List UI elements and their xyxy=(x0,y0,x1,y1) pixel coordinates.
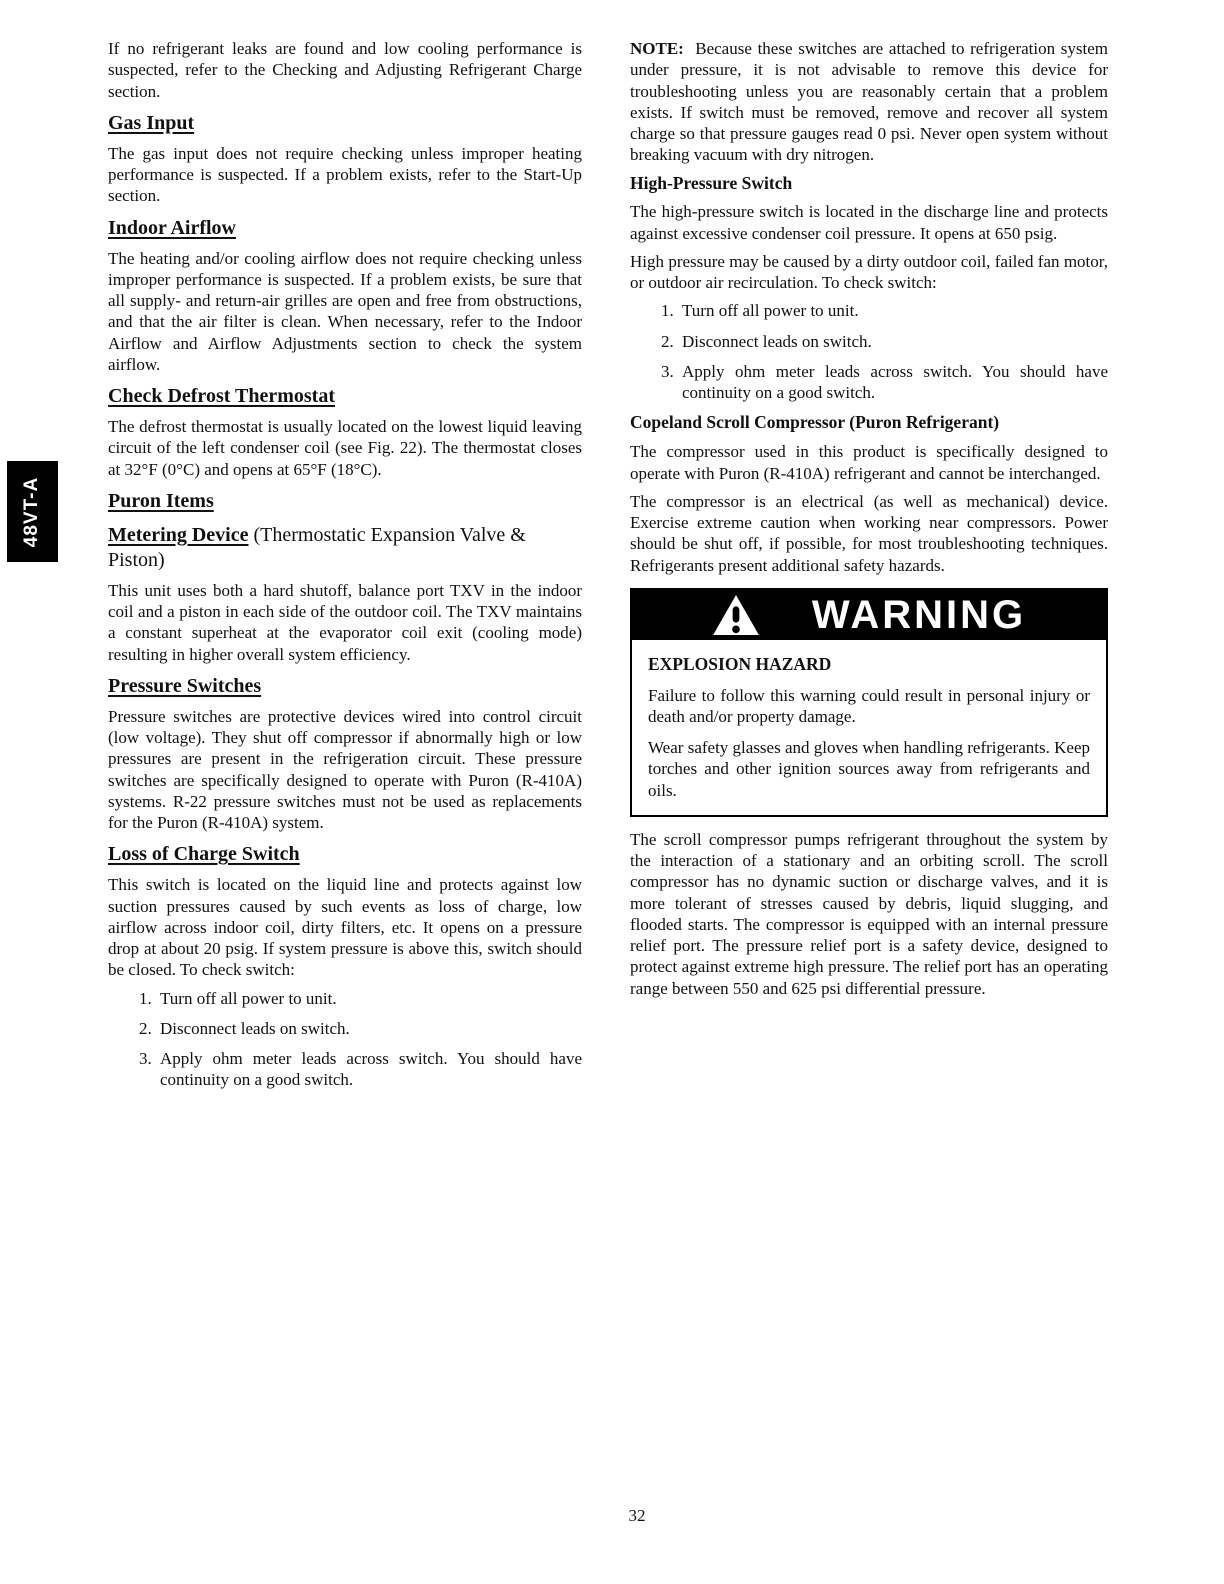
model-side-tab xyxy=(7,461,58,562)
high-pressure-paragraph-2: High pressure may be caused by a dirty outdoor coil, failed fan motor, or outdoor air recirculation. To check switch: xyxy=(630,251,1108,293)
copeland-heading: Copeland Scroll Compressor (Puron Refrigerant) xyxy=(630,412,1000,433)
metering-device-heading xyxy=(108,523,582,573)
note-label: NOTE: xyxy=(630,39,684,58)
high-pressure-steps xyxy=(630,300,1108,403)
loss-of-charge-heading: Loss of Charge Switch xyxy=(108,843,300,866)
list-item: 1. Turn off all power to unit. xyxy=(156,988,582,1009)
note-body: Because these switches are attached to refrigeration system under pressure, it is not advisable to remove this device for troubleshooting unless you are reasonably certain that a problem exists. If switch must be removed, remove and recover all system charge so that pressure gauges read 0 psi. Never open system without breaking vacuum with dry nitrogen. xyxy=(630,39,1109,165)
warning-header xyxy=(632,590,1106,640)
gas-input-paragraph: The gas input does not require checking unless improper heating performance is suspected. If a problem exists, refer to the Start-Up section. xyxy=(108,143,582,206)
right-column xyxy=(630,38,1108,1006)
gas-input-heading: Gas Input xyxy=(108,111,195,134)
note-paragraph xyxy=(630,38,1108,166)
metering-device-heading-rest: (Thermostatic Expansion Valve & Piston) xyxy=(108,523,526,571)
warning-label: WARNING xyxy=(811,592,1027,637)
copeland-paragraph-2: The compressor is an electrical (as well as mechanical) device. Exercise extreme caution when working near compressors. Power should be shut off, if possible, for most troubleshooting techniques. Refrigerants present additional safety hazards. xyxy=(630,491,1108,575)
puron-items-heading: Puron Items xyxy=(108,489,214,512)
loss-of-charge-steps xyxy=(108,988,582,1091)
indoor-airflow-paragraph: The heating and/or cooling airflow does not require checking unless improper performance is suspected. If a problem exists, be sure that all supply- and return-air grilles are open and free from obstructions, and that the air filter is clean. When necessary, refer to the Indoor Airflow and Airflow Adjustments section to check the system airflow. xyxy=(108,248,582,374)
check-defrost-paragraph: The defrost thermostat is usually located on the lowest liquid leaving circuit of the left condenser coil (see Fig. 22). The thermostat closes at 32°F (0°C) and opens at 65°F (18°C). xyxy=(108,417,582,479)
warning-triangle-icon xyxy=(712,594,760,636)
page-number: 32 xyxy=(628,1506,646,1525)
loss-of-charge-paragraph: This switch is located on the liquid line and protects against low suction pressures caused by such events as loss of charge, low airflow across indoor coil, dirty filters, etc. It opens on a pressure drop at about 20 psig. If system pressure is above this, switch should be closed. To check switch: xyxy=(108,875,582,980)
warning-box xyxy=(630,588,1108,817)
warning-body xyxy=(632,640,1106,815)
warning-paragraph-2: Wear safety glasses and gloves when handling refrigerants. Keep torches and other ignition sources away from refrigerants and oils. xyxy=(648,738,1090,800)
metering-device-paragraph: This unit uses both a hard shutoff, balance port TXV in the indoor coil and a piston in each side of the outdoor coil. The TXV maintains a constant superheat at the evaporator coil exit (cooling mode) resulting in higher overall system efficiency. xyxy=(108,580,582,664)
left-column xyxy=(108,38,582,1100)
warning-paragraph-1: Failure to follow this warning could result in personal injury or death and/or property damage. xyxy=(648,685,1090,726)
high-pressure-heading: High-Pressure Switch xyxy=(630,172,793,193)
list-item: 2. Disconnect leads on switch. xyxy=(156,1018,582,1039)
list-item: 3. Apply ohm meter leads across switch. You should have continuity on a good switch. xyxy=(678,361,1108,404)
indoor-airflow-heading: Indoor Airflow xyxy=(108,216,236,239)
intro-paragraph: If no refrigerant leaks are found and low cooling performance is suspected, refer to the Checking and Adjusting Refrigerant Charge section. xyxy=(108,39,582,101)
pressure-switches-paragraph: Pressure switches are protective devices wired into control circuit (low voltage). They shut off compressor if abnormally high or low pressures are present in the refrigeration circuit. These pressure switches are specifically designed to operate with Puron (R-410A) systems. R-22 pressure switches must not be used as replacements for the Puron (R-410A) system. xyxy=(108,706,582,832)
metering-device-heading-bold: Metering Device xyxy=(108,523,249,546)
model-side-tab-label: 48VT-A xyxy=(21,476,43,547)
list-item: 3. Apply ohm meter leads across switch. You should have continuity on a good switch. xyxy=(156,1048,582,1091)
scroll-compressor-paragraph: The scroll compressor pumps refrigerant throughout the system by the interaction of a stationary and an orbiting scroll. The scroll compressor has no dynamic suction or discharge valves, and it is more tolerant of stresses caused by debris, liquid slugging, and flooded starts. The compressor is equipped with an internal pressure relief port. The pressure relief port is a safety device, designed to protect against extreme high pressure. The relief port has an operating range between 550 and 625 psi differential pressure. xyxy=(630,829,1108,998)
pressure-switches-heading: Pressure Switches xyxy=(108,674,262,697)
list-item: 2. Disconnect leads on switch. xyxy=(678,331,1108,352)
copeland-paragraph-1: The compressor used in this product is specifically designed to operate with Puron (R-410A) refrigerant and cannot be interchanged. xyxy=(630,442,1108,483)
list-item: 1. Turn off all power to unit. xyxy=(678,300,1108,321)
high-pressure-paragraph-1: The high-pressure switch is located in the discharge line and protects against excessive condenser coil pressure. It opens at 650 psig. xyxy=(630,202,1108,243)
explosion-hazard-heading: EXPLOSION HAZARD xyxy=(648,653,832,674)
check-defrost-heading: Check Defrost Thermostat xyxy=(108,385,336,407)
